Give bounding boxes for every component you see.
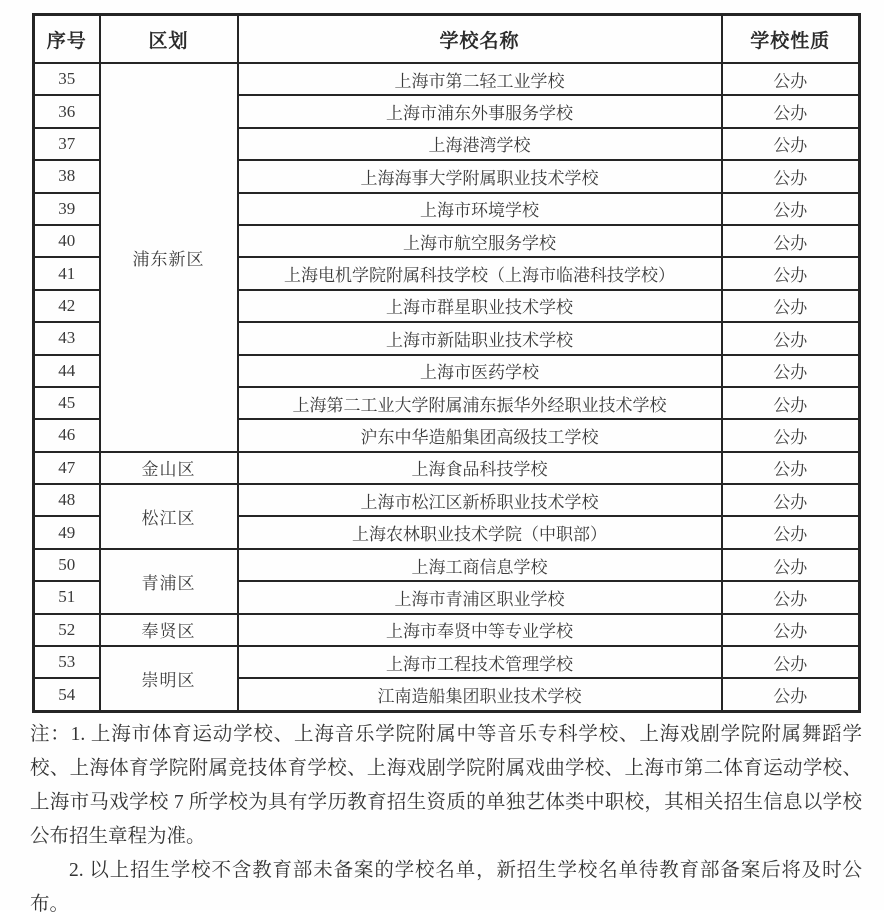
school-type-cell: 公办 bbox=[722, 193, 860, 225]
school-name-cell: 沪东中华造船集团高级技工学校 bbox=[238, 419, 722, 451]
district-cell: 奉贤区 bbox=[100, 614, 238, 646]
school-type-cell: 公办 bbox=[722, 646, 860, 678]
school-name-cell: 上海市群星职业技术学校 bbox=[238, 290, 722, 322]
table-header bbox=[34, 15, 860, 64]
school-type-cell: 公办 bbox=[722, 419, 860, 451]
school-type-cell: 公办 bbox=[722, 355, 860, 387]
school-type-cell: 公办 bbox=[722, 160, 860, 192]
school-type-cell: 公办 bbox=[722, 387, 860, 419]
school-type-cell: 公办 bbox=[722, 257, 860, 289]
serial-number-cell: 53 bbox=[34, 646, 100, 678]
table-row bbox=[34, 549, 860, 581]
header-row bbox=[34, 15, 860, 64]
serial-number-cell: 46 bbox=[34, 419, 100, 451]
school-type-cell: 公办 bbox=[722, 549, 860, 581]
district-cell: 松江区 bbox=[100, 484, 238, 549]
serial-number-cell: 45 bbox=[34, 387, 100, 419]
district-cell: 金山区 bbox=[100, 452, 238, 484]
header-school-name: 学校名称 bbox=[238, 15, 722, 64]
school-type-cell: 公办 bbox=[722, 225, 860, 257]
school-name-cell: 上海农林职业技术学院（中职部） bbox=[238, 516, 722, 548]
school-name-cell: 上海市航空服务学校 bbox=[238, 225, 722, 257]
serial-number-cell: 40 bbox=[34, 225, 100, 257]
school-name-cell: 上海港湾学校 bbox=[238, 128, 722, 160]
school-table bbox=[32, 13, 861, 713]
serial-number-cell: 43 bbox=[34, 322, 100, 354]
serial-number-cell: 47 bbox=[34, 452, 100, 484]
header-school-type: 学校性质 bbox=[722, 15, 860, 64]
school-type-cell: 公办 bbox=[722, 614, 860, 646]
serial-number-cell: 36 bbox=[34, 95, 100, 127]
school-name-cell: 上海市第二轻工业学校 bbox=[238, 63, 722, 95]
school-name-cell: 上海市松江区新桥职业技术学校 bbox=[238, 484, 722, 516]
school-type-cell: 公办 bbox=[722, 581, 860, 613]
school-type-cell: 公办 bbox=[722, 322, 860, 354]
school-name-cell: 上海市新陆职业技术学校 bbox=[238, 322, 722, 354]
notes bbox=[30, 718, 862, 922]
school-type-cell: 公办 bbox=[722, 63, 860, 95]
school-name-cell: 江南造船集团职业技术学校 bbox=[238, 678, 722, 711]
school-name-cell: 上海市奉贤中等专业学校 bbox=[238, 614, 722, 646]
school-type-cell: 公办 bbox=[722, 95, 860, 127]
table-row bbox=[34, 63, 860, 95]
serial-number-cell: 48 bbox=[34, 484, 100, 516]
table-row bbox=[34, 484, 860, 516]
table-row bbox=[34, 452, 860, 484]
serial-number-cell: 52 bbox=[34, 614, 100, 646]
serial-number-cell: 50 bbox=[34, 549, 100, 581]
serial-number-cell: 49 bbox=[34, 516, 100, 548]
school-name-cell: 上海工商信息学校 bbox=[238, 549, 722, 581]
school-type-cell: 公办 bbox=[722, 452, 860, 484]
school-name-cell: 上海市青浦区职业学校 bbox=[238, 581, 722, 613]
school-name-cell: 上海食品科技学校 bbox=[238, 452, 722, 484]
school-type-cell: 公办 bbox=[722, 484, 860, 516]
school-name-cell: 上海市浦东外事服务学校 bbox=[238, 95, 722, 127]
serial-number-cell: 39 bbox=[34, 193, 100, 225]
school-type-cell: 公办 bbox=[722, 516, 860, 548]
table-row bbox=[34, 614, 860, 646]
serial-number-cell: 41 bbox=[34, 257, 100, 289]
note-paragraph-2: 2. 以上招生学校不含教育部未备案的学校名单，新招生学校名单待教育部备案后将及时公布。 bbox=[30, 860, 862, 915]
table-row bbox=[34, 646, 860, 678]
serial-number-cell: 37 bbox=[34, 128, 100, 160]
table-body bbox=[34, 63, 860, 711]
serial-number-cell: 44 bbox=[34, 355, 100, 387]
school-table-container bbox=[32, 13, 861, 713]
school-name-cell: 上海市环境学校 bbox=[238, 193, 722, 225]
school-name-cell: 上海电机学院附属科技学校（上海市临港科技学校） bbox=[238, 257, 722, 289]
note-paragraph-1: 注：1. 上海市体育运动学校、上海音乐学院附属中等音乐专科学校、上海戏剧学院附属舞蹈学校、上海体育学院附属竞技体育学校、上海戏剧学院附属戏曲学校、上海市第二体育运动学校、上海市马戏学校 7 所学校为具有学历教育招生资质的单独艺体类中职校，其相关招生信息以学校公布招生章程为准。 bbox=[30, 724, 862, 847]
serial-number-cell: 54 bbox=[34, 678, 100, 711]
serial-number-cell: 35 bbox=[34, 63, 100, 95]
school-type-cell: 公办 bbox=[722, 678, 860, 711]
header-district: 区划 bbox=[100, 15, 238, 64]
school-name-cell: 上海市医药学校 bbox=[238, 355, 722, 387]
district-cell: 浦东新区 bbox=[100, 63, 238, 452]
serial-number-cell: 38 bbox=[34, 160, 100, 192]
school-type-cell: 公办 bbox=[722, 290, 860, 322]
header-serial-number: 序号 bbox=[34, 15, 100, 64]
school-name-cell: 上海市工程技术管理学校 bbox=[238, 646, 722, 678]
school-name-cell: 上海第二工业大学附属浦东振华外经职业技术学校 bbox=[238, 387, 722, 419]
serial-number-cell: 42 bbox=[34, 290, 100, 322]
school-name-cell: 上海海事大学附属职业技术学校 bbox=[238, 160, 722, 192]
serial-number-cell: 51 bbox=[34, 581, 100, 613]
district-cell: 青浦区 bbox=[100, 549, 238, 614]
district-cell: 崇明区 bbox=[100, 646, 238, 711]
school-type-cell: 公办 bbox=[722, 128, 860, 160]
